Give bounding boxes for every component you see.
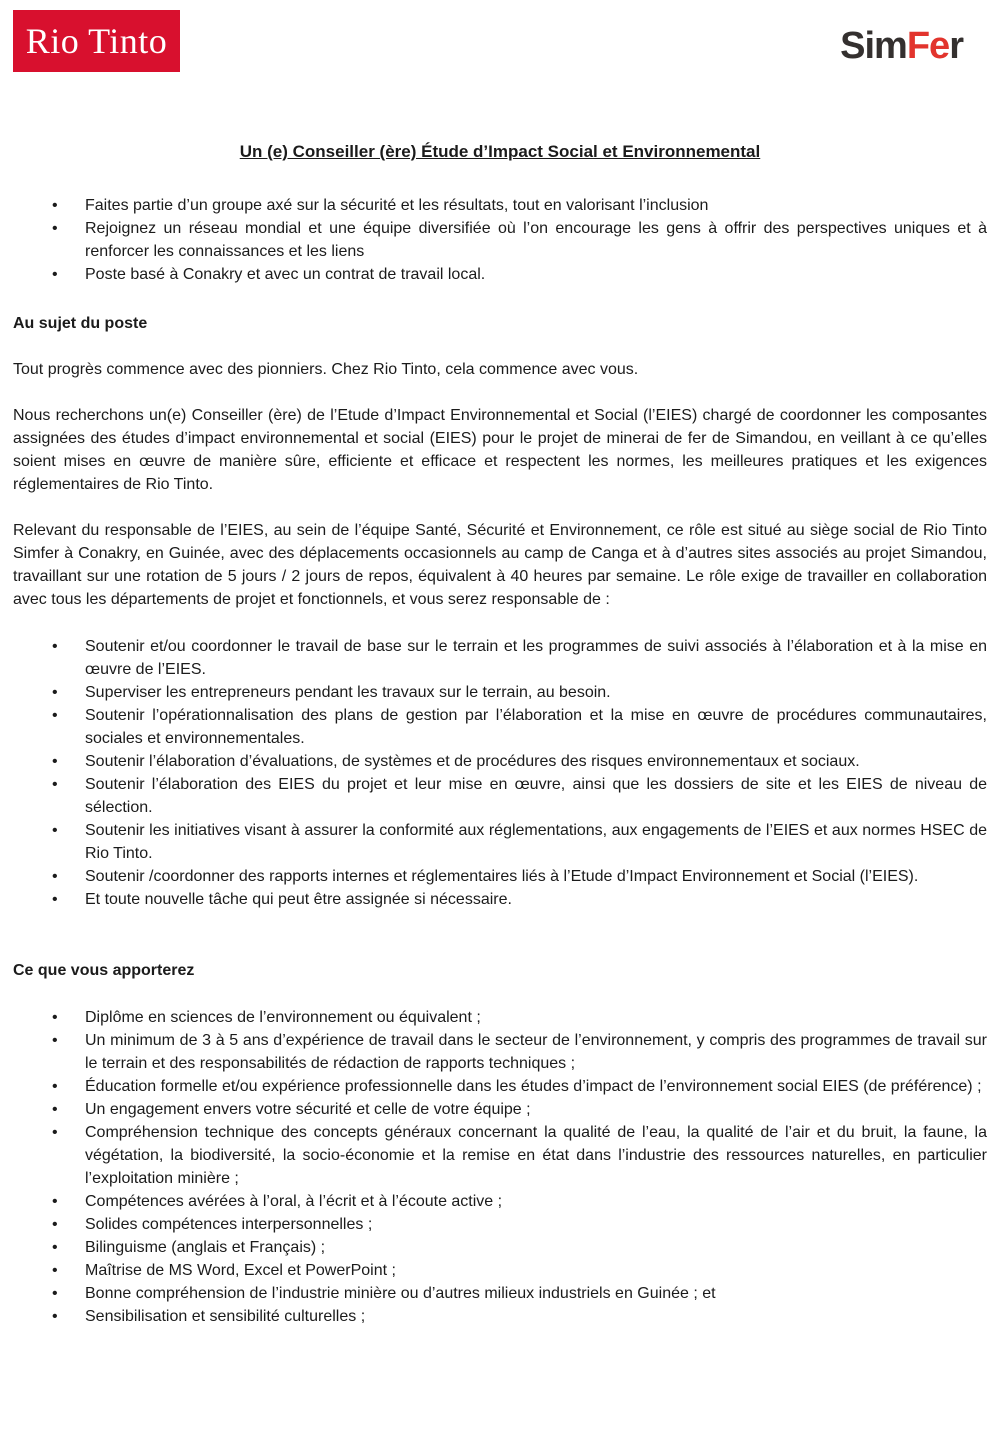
simfer-logo-text-fe: Fe [906, 25, 950, 67]
intro-bullet: • Rejoignez un réseau mondial et une équipe diversifiée où l’on encourage les gens à offrir des perspectives uniques et à renforcer les connaissances et les liens [85, 217, 987, 263]
document-body [13, 142, 987, 1328]
qualification-item: • Bilinguisme (anglais et Français) ; [85, 1236, 987, 1259]
about-paragraph: Nous recherchons un(e) Conseiller (ère) de l’Etude d’Impact Environnemental et Social (l’EIES) chargé de coordonner les composantes assignées des études d’impact environnemental et social (EIES) pour le projet de minerai de fer de Simandou, en veillant à ce qu’elles soient mises en œuvre de manière sûre, efficiente et efficace et respectent les normes, les meilleures pratiques et les exigences réglementaires de Rio Tinto. [13, 407, 987, 493]
responsibility-item: • Soutenir les initiatives visant à assurer la conformité aux réglementations, aux engagements de l’EIES et aux normes HSEC de Rio Tinto. [85, 819, 987, 865]
qualification-item: • Solides compétences interpersonnelles ; [85, 1213, 987, 1236]
qualification-item: • Un engagement envers votre sécurité et celle de votre équipe ; [85, 1098, 987, 1121]
qualification-item: • Bonne compréhension de l’industrie minière ou d’autres milieux industriels en Guinée ; et [85, 1282, 987, 1305]
responsibility-item: • Soutenir l’élaboration des EIES du projet et leur mise en œuvre, ainsi que les dossiers de site et les EIES de niveau de sélection. [85, 773, 987, 819]
responsibility-item: • Soutenir /coordonner des rapports internes et réglementaires liés à l’Etude d’Impact Environnement et Social (l’EIES). [85, 865, 987, 888]
simfer-logo [840, 27, 963, 65]
rio-tinto-logo [13, 10, 180, 72]
intro-bullet: • Faites partie d’un groupe axé sur la sécurité et les résultats, tout en valorisant l’inclusion [85, 194, 987, 217]
about-paragraph: Relevant du responsable de l’EIES, au sein de l’équipe Santé, Sécurité et Environnement, ce rôle est situé au siège social de Rio Tinto Simfer à Conakry, en Guinée, avec des déplacements occasionnels au camp de Canga et à d’autres sites associés au projet Simandou, travaillant sur une rotation de 5 jours / 2 jours de repos, équivalent à 40 heures par semaine. Le rôle exige de travailler en collaboration avec tous les départements de projet et fonctionnels, et vous serez responsable de : [13, 522, 987, 608]
simfer-logo-text-r: r [949, 25, 963, 67]
qualification-item: • Diplôme en sciences de l’environnement ou équivalent ; [85, 1006, 987, 1029]
simfer-logo-text-sim: Sim [840, 25, 907, 67]
section-heading-about: Au sujet du poste [13, 315, 148, 332]
responsibility-item: • Et toute nouvelle tâche qui peut être assignée si nécessaire. [85, 888, 987, 911]
qualification-item: • Maîtrise de MS Word, Excel et PowerPoint ; [85, 1259, 987, 1282]
rio-tinto-logo-text: Rio Tinto [25, 21, 168, 61]
intro-bullet: • Poste basé à Conakry et avec un contrat de travail local. [85, 263, 987, 286]
qualification-item: • Un minimum de 3 à 5 ans d’expérience de travail dans le secteur de l’environnement, y compris des programmes de travail sur le terrain et des responsabilités de rédaction de rapports techniques ; [85, 1029, 987, 1075]
qualification-item: • Compétences avérées à l’oral, à l’écrit et à l’écoute active ; [85, 1190, 987, 1213]
intro-bullet-list [13, 194, 987, 286]
section-heading-bring: Ce que vous apporterez [13, 962, 195, 979]
qualifications-list [13, 1006, 987, 1328]
qualification-item: • Éducation formelle et/ou expérience professionnelle dans les études d’impact de l’environnement social EIES (de préférence) ; [85, 1075, 987, 1098]
about-paragraph: Tout progrès commence avec des pionniers. Chez Rio Tinto, cela commence avec vous. [13, 361, 639, 378]
job-title: Un (e) Conseiller (ère) Étude d’Impact Social et Environnemental [239, 142, 761, 161]
responsibilities-list [13, 635, 987, 911]
qualification-item: • Compréhension technique des concepts généraux concernant la qualité de l’eau, la qualité de l’air et du bruit, la faune, la végétation, la biodiversité, la socio-économie et la remise en état dans l’industrie des ressources naturelles, en particulier l’exploitation minière ; [85, 1121, 987, 1190]
header [13, 10, 987, 72]
responsibility-item: • Soutenir l’opérationnalisation des plans de gestion par l’élaboration et la mise en œuvre de procédures communautaires, sociales et environnementales. [85, 704, 987, 750]
qualification-item: • Sensibilisation et sensibilité culturelles ; [85, 1305, 987, 1328]
responsibility-item: • Soutenir l’élaboration d’évaluations, de systèmes et de procédures des risques environnementaux et sociaux. [85, 750, 987, 773]
responsibility-item: • Soutenir et/ou coordonner le travail de base sur le terrain et les programmes de suivi associés à l’élaboration et à la mise en œuvre de l’EIES. [85, 635, 987, 681]
responsibility-item: • Superviser les entrepreneurs pendant les travaux sur le terrain, au besoin. [85, 681, 987, 704]
